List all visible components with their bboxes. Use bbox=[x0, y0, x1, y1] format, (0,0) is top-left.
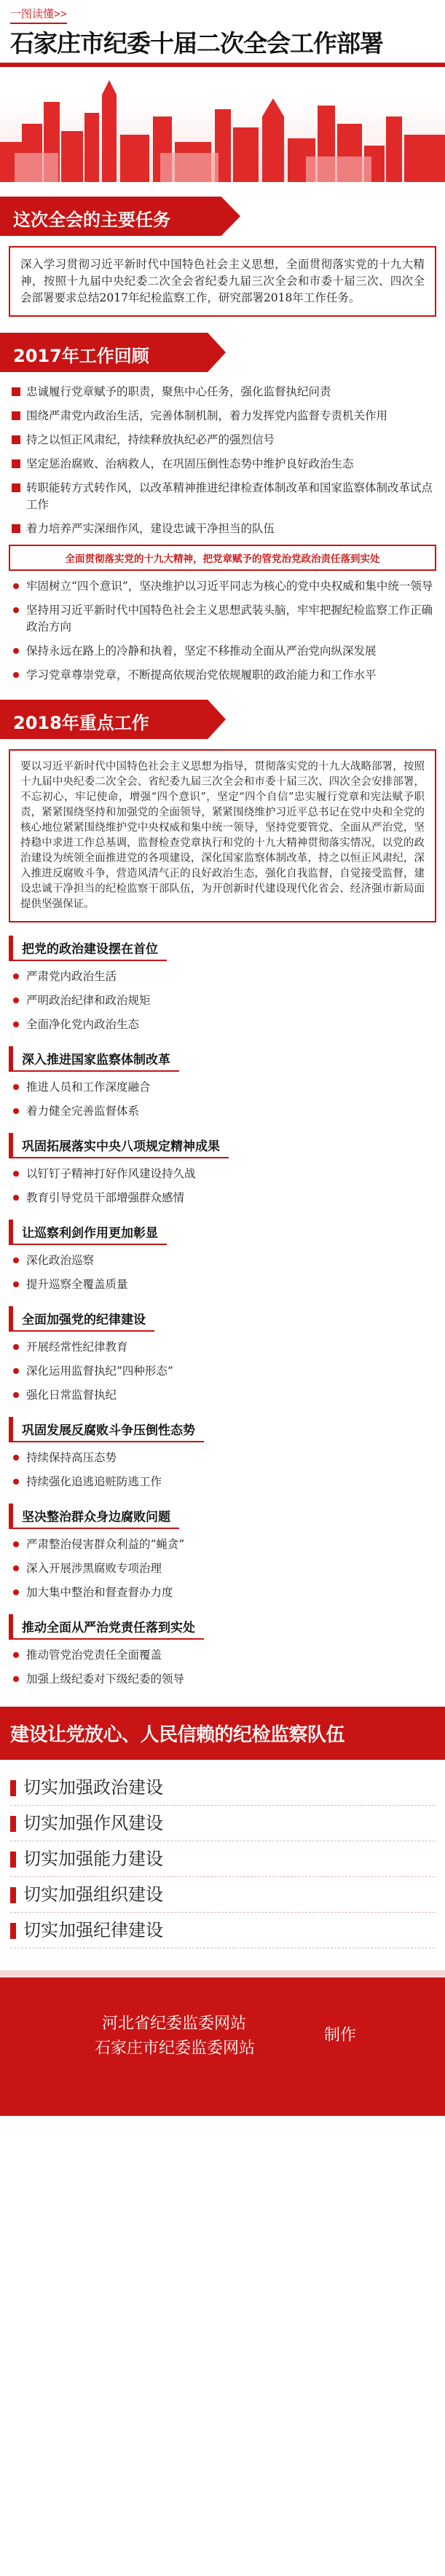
list-item: 持续保持高压态势 bbox=[10, 1450, 435, 1466]
list-item: 学习党章尊崇党章，不断提高依规治党依规履职的政治能力和工作水平 bbox=[10, 667, 435, 684]
list-item: 忠诚履行党章赋予的职责，聚焦中心任务，强化监督执纪问责 bbox=[10, 384, 435, 400]
review-sublist bbox=[0, 578, 445, 684]
list-item: 围绕严肃党内政治生活，完善体制机制，着力发挥党内监督专责机关作用 bbox=[10, 408, 435, 424]
list-item: 严肃党内政治生活 bbox=[10, 968, 435, 985]
section-ribbon bbox=[0, 197, 445, 236]
review-list bbox=[0, 384, 445, 537]
list-item: 强化日常监督执纪 bbox=[10, 1387, 435, 1404]
highlight-statement: 全面贯彻落实党的十九大精神，把党章赋予的管党治党政治责任落到实处 bbox=[9, 545, 436, 571]
section-text: 要以习近平新时代中国特色社会主义思想为指导，贯彻落实党的十九大战略部署，按照十九届中央纪委二次全会、省纪委九届三次全会和市委十届三次、四次全会安排部署，不忘初心，牢记使命，增强“四个意识”，坚定“四个自信”忠实履行党章和宪法赋予职责，紧紧围绕坚持和加强党的全面领导，紧紧围绕维护习近平总书记在党中央和全党的核心地位紧紧围绕维护党中央权威和集中统一领导，坚持党要管党、全面从严治党，坚持稳中求进工作总基调，监督检查党章执行和党的十九大精神贯彻落实情况，以党的政治建设为统领全面推进党的各项建设，深化国家监察体制改革，持之以恒正风肃纪，深入推进反腐败斗争，营造风清气正的良好政治生态，强化自我监督，自觉接受监督，建设忠诚干净担当的纪检监察干部队伍，为开创新时代建设现代化省会、经济强市新局面提供坚强保证。 bbox=[9, 749, 436, 922]
focus-group bbox=[0, 1220, 445, 1293]
group-title: 深入推进国家监察体制改革 bbox=[9, 1046, 179, 1072]
focus-group bbox=[0, 936, 445, 1033]
list-item: 以钉钉子精神打好作风建设持久战 bbox=[10, 1166, 435, 1182]
footer-stripe bbox=[0, 1970, 445, 1978]
list-item: 切实加强能力建设 bbox=[10, 1841, 435, 1877]
header-kicker: 一图读懂>> bbox=[10, 6, 67, 24]
list-item: 全面净化党内政治生态 bbox=[10, 1016, 435, 1033]
section-ribbon bbox=[0, 700, 445, 739]
list-item: 着力培养严实深细作风，建设忠诚干净担当的队伍 bbox=[10, 521, 435, 537]
group-title: 坚决整治群众身边腐败问题 bbox=[9, 1504, 179, 1529]
section-title: 这次全会的主要任务 bbox=[13, 210, 170, 230]
section-title: 2018年重点工作 bbox=[13, 713, 149, 733]
list-item: 切实加强组织建设 bbox=[10, 1877, 435, 1913]
list-item: 严肃整治侵害群众利益的“蝇贪” bbox=[10, 1536, 435, 1553]
page-title: 石家庄市纪委十届二次全会工作部署 bbox=[10, 29, 383, 58]
list-item: 切实加强纪律建设 bbox=[10, 1913, 435, 1948]
section-2017-review bbox=[0, 333, 445, 684]
publisher-name: 石家庄市纪委监委网站 bbox=[95, 2039, 256, 2058]
section-main-tasks bbox=[0, 197, 445, 317]
city-skyline-illustration bbox=[0, 73, 445, 182]
list-item: 深入开展涉黑腐败专项治理 bbox=[10, 1560, 435, 1577]
group-title: 推动全面从严治党责任落到实处 bbox=[9, 1614, 204, 1640]
section-team-building bbox=[0, 1707, 445, 1948]
list-item: 深化运用监督执纪“四种形态” bbox=[10, 1363, 435, 1380]
list-item: 开展经常性纪律教育 bbox=[10, 1339, 435, 1356]
list-item: 加大集中整治和督查督办力度 bbox=[10, 1584, 435, 1601]
list-item: 持之以恒正风肃纪，持续释放执纪必严的强烈信号 bbox=[10, 432, 435, 449]
list-item: 加强上级纪委对下级纪委的领导 bbox=[10, 1671, 435, 1688]
group-title: 巩固拓展落实中央八项规定精神成果 bbox=[9, 1133, 229, 1158]
section-ribbon bbox=[0, 333, 445, 372]
credit-label: 制作 bbox=[324, 2026, 357, 2044]
group-title: 巩固发展反腐败斗争压倒性态势 bbox=[9, 1417, 204, 1442]
list-item: 严明政治纪律和政治规矩 bbox=[10, 992, 435, 1009]
header-rule bbox=[0, 63, 445, 67]
list-item: 坚持用习近平新时代中国特色社会主义思想武装头脑，牢牢把握纪检监察工作正确政治方向 bbox=[10, 602, 435, 636]
section-text: 深入学习贯彻习近平新时代中国特色社会主义思想，全面贯彻落实党的十九大精神，按照十九届中央纪委二次全会省纪委九届三次全会和市委十届三次、四次全会部署要求总结2017年纪检监察工作，研究部署2018年工作任务。 bbox=[9, 246, 436, 317]
group-title: 让巡察利剑作用更加彰显 bbox=[9, 1220, 167, 1245]
group-title: 把党的政治建设摆在首位 bbox=[9, 936, 167, 961]
focus-group bbox=[0, 1614, 445, 1688]
group-title: 全面加强党的纪律建设 bbox=[9, 1306, 154, 1332]
list-item: 牢固树立“四个意识”，坚决维护以习近平同志为核心的党中央权威和集中统一领导 bbox=[10, 578, 435, 595]
footer bbox=[0, 1970, 445, 2116]
section-title: 2017年工作回顾 bbox=[13, 346, 149, 366]
publisher-name: 河北省纪委监委网站 bbox=[102, 2015, 247, 2033]
focus-group bbox=[0, 1046, 445, 1120]
list-item: 切实加强政治建设 bbox=[10, 1770, 435, 1806]
list-item: 切实加强作风建设 bbox=[10, 1806, 435, 1841]
list-item: 转职能转方式转作风，以改革精神推进纪律检查体制改革和国家监察体制改革试点工作 bbox=[10, 480, 435, 513]
focus-group bbox=[0, 1306, 445, 1404]
focus-group bbox=[0, 1133, 445, 1206]
header bbox=[0, 0, 445, 182]
list-item: 深化政治巡察 bbox=[10, 1252, 435, 1269]
list-item: 保持永远在路上的冷静和执着，坚定不移推动全面从严治党向纵深发展 bbox=[10, 643, 435, 660]
list-item: 提升巡察全覆盖质量 bbox=[10, 1276, 435, 1293]
list-item: 教育引导党员干部增强群众感情 bbox=[10, 1190, 435, 1206]
team-task-list bbox=[0, 1770, 445, 1948]
focus-group bbox=[0, 1504, 445, 1601]
list-item: 推动管党治党责任全面覆盖 bbox=[10, 1647, 435, 1664]
list-item: 坚定惩治腐败、治病救人，在巩固压倒性态势中维护良好政治生态 bbox=[10, 456, 435, 473]
focus-group bbox=[0, 1417, 445, 1490]
section-title: 建设让党放心、人民信赖的纪检监察队伍 bbox=[0, 1707, 445, 1760]
section-2018-focus bbox=[0, 700, 445, 1688]
list-item: 持续强化追逃追赃防逃工作 bbox=[10, 1474, 435, 1490]
list-item: 着力健全完善监督体系 bbox=[10, 1103, 435, 1120]
list-item: 推进人员和工作深度融合 bbox=[10, 1079, 435, 1096]
